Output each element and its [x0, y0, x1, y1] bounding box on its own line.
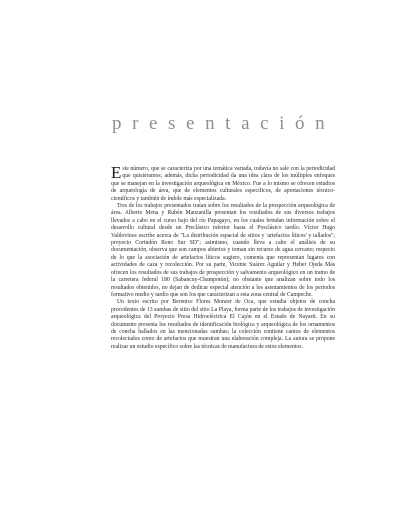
paragraph-1-text: ste número, que se caracteriza por una temática variada, todavía no sale con la periodicidad que quisiéramos; además, dicha periodicidad da una idea clara de los múltiples enfoques que se manejan en la investigación arqueológica en México. Fue a lo mismo se ofrecen estudios de arqueología de área, que de elementos culturales específicos, de aportaciones técnico-científicos y también de índole más especializada.: [111, 166, 335, 202]
paragraph-3: Un texto escrito por Berenice Flores Monzer de Oca, que estudia objetos de concha procedentes de 13 sumbas de sitio del sitio La Playa, forma parte de los trabajos de investigación arqueológica del Proyecto Presa Hidroeléctrica El Cajón en el Estado de Nayarit. En su documento presenta los resultados de identificación biológica y arqueológica de los ornamentos de concha hallados en las mencionadas sumbas; la colección contiene cantos de elementos recolectados como de artefactos que muestran una elaboración compleja. La autora se propone realizar un estudio específico sobre las técnicas de manufactura de estos elementos.: [111, 299, 335, 350]
drop-cap: E: [111, 163, 122, 182]
body-text: [111, 163, 335, 351]
section-heading: presentación: [112, 113, 336, 134]
paragraph-1: [111, 163, 335, 203]
paragraph-2: Tres de los trabajos presentados tratan sobre los resultados de la prospección arqueológica de área. Alberto Mena y Rubén Manzanilla presentan los resultados de sus diversos trabajos llevados a cabo en el curso bajo del río Papagayo, en los cuales brindan información sobre el desarrollo cultural desde un Preclásico inferior hasta el Posclásico tardío. Víctor Hugo Valdovinos escribe acerca de "La distribución espacial de sitios y 'artefactos líticos' y tallados"; proyecto Corindón Reno Sur SD"; asimismo, cuando lleva a cabo el análisis de su documentación, observa que son campos abiertos y toman sin recurso de agua cercano; respecto de lo que la asociación de artefactos líticos sugiere, comenta que representan lugares con actividades de caza y recolección. Por su parte, Vicente Suárez Aguilar y Heber Ojeda Más ofrecen los resultados de sus trabajos de prospección y salvamento arqueológico en un tramo de la carretera federal 180 (Sabancuy-Champotón); no obstante que analizan sobre todo los resultados obtenidos, no dejan de dedicar especial atención a los asentamientos de los periodos formativo medio y tardío que son los que caracterizan a esta zona central de Campeche.: [111, 203, 335, 298]
